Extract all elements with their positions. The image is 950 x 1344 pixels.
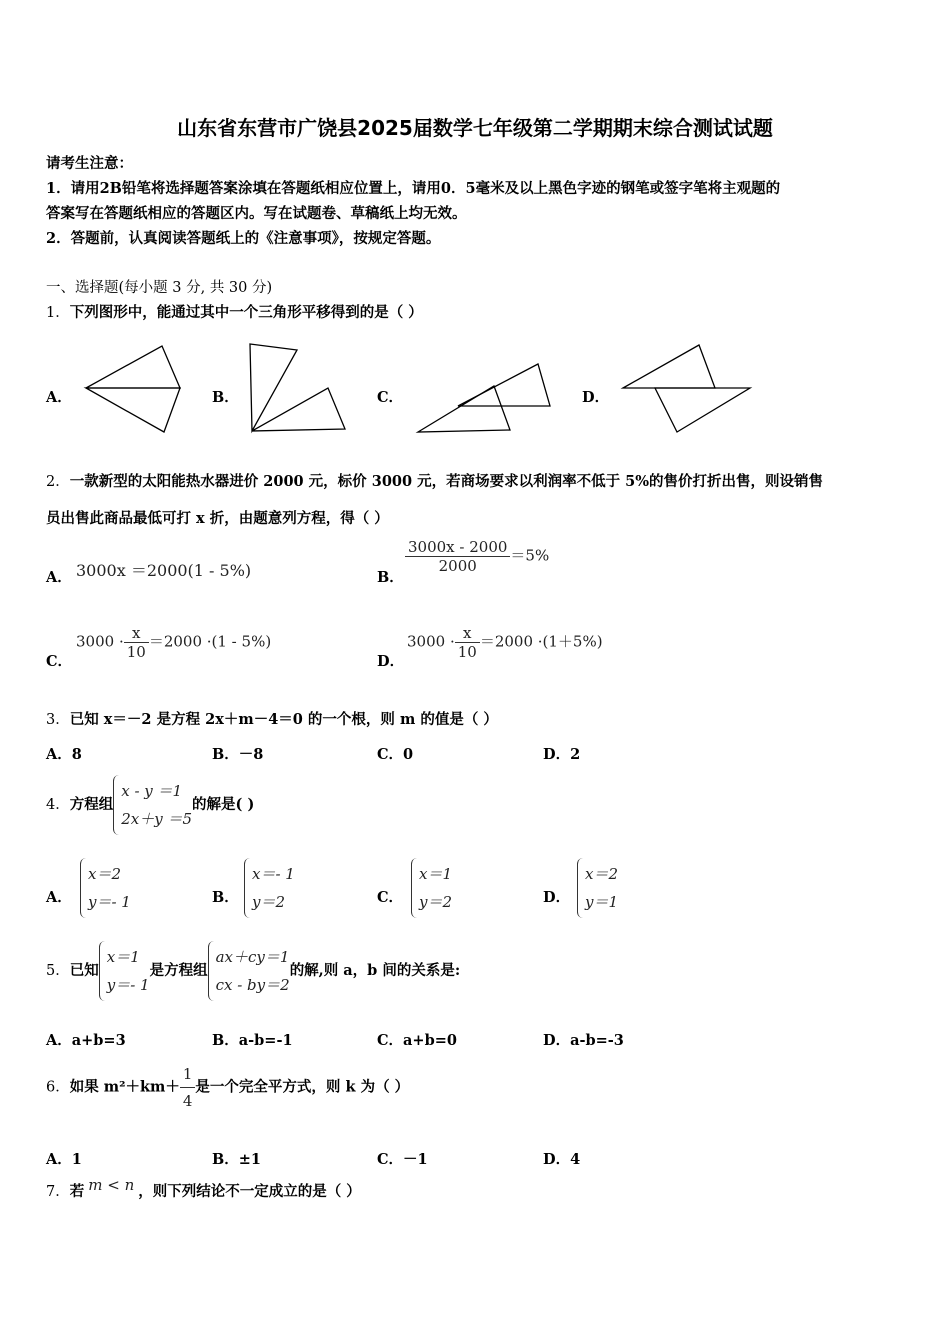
q2-option-a-label: A． xyxy=(46,569,72,586)
question-2-line-1 xyxy=(46,470,823,491)
notice-line-2: 答案写在答题纸相应的答题区内。写在试题卷、草稿纸上均无效。 xyxy=(46,205,467,222)
q4-b-line-2: y＝2 xyxy=(252,893,286,911)
question-5-post: 的解,则 a，b 间的关系是: xyxy=(289,962,461,979)
q2-option-a-expr: 3000x ＝2000(1 - 5%) xyxy=(76,561,252,580)
q1-option-b-label: B． xyxy=(212,389,239,406)
q2-option-d-label: D． xyxy=(377,653,405,670)
question-5-solution xyxy=(99,941,150,1001)
q1-figure-a xyxy=(80,340,190,440)
question-3-stem: 已知 x＝－2 是方程 2x＋m－4＝0 的一个根，则 m 的值是（ ） xyxy=(69,711,498,728)
q3-option-c: C．0 xyxy=(377,746,414,763)
q2-d-denominator: 10 xyxy=(457,643,477,661)
q6-option-b: B．±1 xyxy=(212,1151,261,1168)
q4-c-line-2: y＝2 xyxy=(419,893,453,911)
question-7-pre: 若 xyxy=(69,1183,85,1200)
q4-b-line-1: x＝- 1 xyxy=(252,865,295,883)
question-7 xyxy=(46,1176,361,1201)
notice-heading: 请考生注意： xyxy=(46,155,133,172)
q2-b-numerator: 3000x - 2000 xyxy=(405,538,510,557)
q3-option-b: B．－8 xyxy=(212,746,264,763)
q5-option-b: B．a-b=-1 xyxy=(212,1032,293,1049)
q2-b-denominator: 2000 xyxy=(438,557,477,575)
q2-option-d-expr xyxy=(407,624,603,661)
section-heading: 一、选择题(每小题 3 分, 共 30 分) xyxy=(46,280,273,296)
question-5-number: 5． xyxy=(46,963,70,979)
question-6-pre: 如果 m²＋km＋ xyxy=(69,1078,180,1096)
question-3-number: 3． xyxy=(46,712,70,728)
q1-option-d-label: D． xyxy=(582,389,610,406)
q6-option-a: A．1 xyxy=(46,1151,82,1168)
q1-figure-b xyxy=(242,340,352,440)
q6-option-c: C．－1 xyxy=(377,1151,428,1168)
q5-solution-2: y＝- 1 xyxy=(106,976,150,994)
question-4-pre: 方程组 xyxy=(69,796,114,813)
q2-d-numerator: x xyxy=(455,624,480,643)
q6-fraction-denominator: 4 xyxy=(182,1092,193,1110)
q5-system-eq-1: ax＋cy＝1 xyxy=(215,948,290,966)
q4-option-a-system xyxy=(80,858,131,918)
q5-option-a: A．a+b=3 xyxy=(46,1032,126,1049)
q4-option-c-label: C． xyxy=(377,889,404,906)
q2-c-denominator: 10 xyxy=(126,643,146,661)
q1-option-a-label: A． xyxy=(46,389,72,406)
q4-c-line-1: x＝1 xyxy=(419,865,453,883)
notice-line-3: 2．答题前，认真阅读答题纸上的《注意事项》，按规定答题。 xyxy=(46,230,441,247)
q2-option-c-expr xyxy=(76,624,271,661)
q4-option-a-label: A． xyxy=(46,889,72,906)
q4-option-b-system xyxy=(244,858,295,918)
q4-option-b-label: B． xyxy=(212,889,239,906)
q2-d-pre: 3000 · xyxy=(407,632,455,651)
question-2-line-2: 员出售此商品最低可打 x 折，由题意列方程，得（ ） xyxy=(46,510,389,527)
q2-option-c-label: C． xyxy=(46,653,73,670)
q4-system-eq-2: 2x＋y ＝5 xyxy=(121,810,193,828)
q5-solution-1: x＝1 xyxy=(106,948,140,966)
question-5-mid: 是方程组 xyxy=(149,962,208,979)
q2-option-b-label: B． xyxy=(377,569,404,586)
q2-option-b-expr xyxy=(405,538,549,575)
q5-option-d: D．a-b=-3 xyxy=(543,1032,624,1049)
q4-d-line-2: y＝1 xyxy=(585,893,619,911)
question-5-pre: 已知 xyxy=(69,962,99,979)
q5-option-c: C．a+b=0 xyxy=(377,1032,457,1049)
question-2-stem-1: 一款新型的太阳能热水器进价 2000 元，标价 3000 元，若商场要求以利润率不低于 5%的售价打折出售，则设销售 xyxy=(69,473,824,490)
q1-figure-c xyxy=(410,356,560,436)
question-1-number: 1． xyxy=(46,305,70,321)
question-3 xyxy=(46,708,498,729)
q4-d-line-1: x＝2 xyxy=(585,865,619,883)
q4-option-d-system xyxy=(577,858,618,918)
q4-a-line-2: y＝- 1 xyxy=(88,893,131,911)
q2-c-post: ＝2000 ·(1 - 5%) xyxy=(148,632,272,651)
page-title: 山东省东营市广饶县2025届数学七年级第二学期期末综合测试试题 xyxy=(177,116,773,140)
question-4-post: 的解是( ) xyxy=(192,796,255,813)
q6-option-d: D．4 xyxy=(543,1151,581,1168)
question-4-system xyxy=(113,775,192,835)
q4-option-d-label: D． xyxy=(543,889,571,906)
q5-system-eq-2: cx - by＝2 xyxy=(215,976,290,994)
question-1-stem: 下列图形中，能通过其中一个三角形平移得到的是（ ） xyxy=(69,304,423,321)
question-4 xyxy=(46,775,254,835)
q2-c-numerator: x xyxy=(124,624,149,643)
q1-figure-d xyxy=(615,340,755,440)
question-6-post: 是一个完全平方式，则 k 为（ ） xyxy=(195,1078,410,1096)
q4-a-line-1: x＝2 xyxy=(88,865,122,883)
question-7-post: ，则下列结论不一定成立的是（ ） xyxy=(138,1183,361,1200)
question-7-number: 7． xyxy=(46,1184,70,1200)
question-5-system xyxy=(208,941,290,1001)
question-2-number: 2． xyxy=(46,474,70,490)
question-6-fraction xyxy=(180,1061,196,1114)
q4-option-c-system xyxy=(411,858,452,918)
question-7-expr: m < n xyxy=(88,1176,135,1194)
q4-system-eq-1: x - y ＝1 xyxy=(121,782,183,800)
question-4-number: 4． xyxy=(46,797,70,813)
question-1 xyxy=(46,301,423,322)
q2-b-rhs: ＝5% xyxy=(510,546,550,565)
q1-option-c-label: C． xyxy=(377,389,404,406)
question-6 xyxy=(46,1061,409,1114)
q6-fraction-numerator: 1 xyxy=(180,1061,196,1088)
q3-option-a: A．8 xyxy=(46,746,82,763)
q3-option-d: D．2 xyxy=(543,746,581,763)
notice-line-1: 1．请用2B铅笔将选择题答案涂填在答题纸相应位置上，请用0．5毫米及以上黑色字迹的钢笔或签字笔将主观题的 xyxy=(46,180,781,197)
question-5 xyxy=(46,941,460,1001)
question-6-number: 6． xyxy=(46,1079,70,1096)
q2-c-pre: 3000 · xyxy=(76,632,124,651)
q2-d-post: ＝2000 ·(1＋5%) xyxy=(479,632,603,651)
